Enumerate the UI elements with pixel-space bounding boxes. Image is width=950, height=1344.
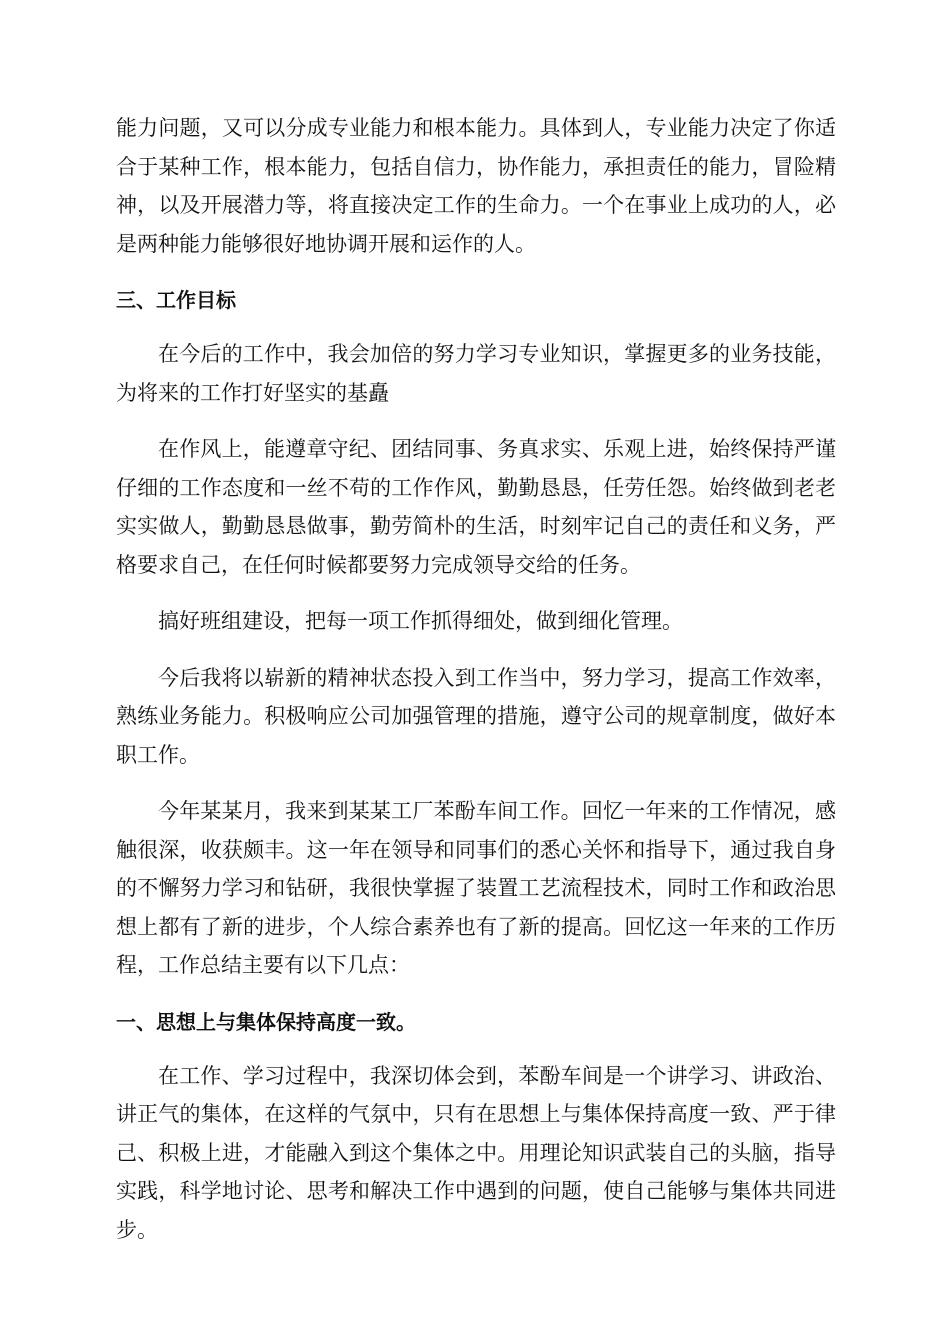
paragraph-ability: 能力问题，又可以分成专业能力和根本能力。具体到人，专业能力决定了你适合于某种工作，根本能力，包括自信力，协作能力，承担责任的能力，冒险精神，以及开展潜力等，将直接决定工作的生命力。一个在事业上成功的人，必是两种能力能够很好地协调开展和运作的人。 bbox=[116, 116, 836, 256]
heading-work-goals: 三、工作目标 bbox=[116, 288, 236, 312]
paragraph-team-building: 搞好班组建设，把每一项工作抓得细处，做到细化管理。 bbox=[158, 609, 683, 633]
heading-ideology: 一、思想上与集体保持高度一致。 bbox=[116, 1009, 416, 1034]
document-page bbox=[116, 109, 836, 1267]
paragraph-work-style: 在作风上，能遵章守纪、团结同事、务真求实、乐观上进，始终保持严谨仔细的工作态度和一丝不苟的工作作风，勤勤恳恳，任劳任怨。始终做到老老实实做人，勤勤恳恳做事，勤劳简朴的生活，时刻牢记自己的责任和义务，严格要求自己，在任何时候都要努力完成领导交给的任务。 bbox=[116, 437, 836, 577]
paragraph-collective: 在工作、学习过程中，我深切体会到，苯酚车间是一个讲学习、讲政治、讲正气的集体，在这样的气氛中，只有在思想上与集体保持高度一致、严于律己、积极上进，才能融入到这个集体之中。用理论知识武装自己的头脑，指导实践，科学地讨论、思考和解决工作中遇到的问题，使自己能够与集体共同进步。 bbox=[116, 1063, 836, 1242]
paragraph-future-commitment: 今后我将以崭新的精神状态投入到工作当中，努力学习，提高工作效率，熟练业务能力。积极响应公司加强管理的措施，遵守公司的规章制度，做好本职工作。 bbox=[116, 665, 836, 767]
paragraph-year-review: 今年某某月，我来到某某工厂苯酚车间工作。回忆一年来的工作情况，感触很深，收获颇丰。这一年在领导和同事们的悉心关怀和指导下，通过我自身的不懈努力学习和钻研，我很快掌握了装置工艺流程技术，同时工作和政治思想上都有了新的进步，个人综合素养也有了新的提高。回忆这一年来的工作历程，工作总结主要有以下几点： bbox=[116, 799, 836, 977]
paragraph-study-plan: 在今后的工作中，我会加倍的努力学习专业知识，掌握更多的业务技能，为将来的工作打好坚实的基矗 bbox=[116, 342, 836, 405]
